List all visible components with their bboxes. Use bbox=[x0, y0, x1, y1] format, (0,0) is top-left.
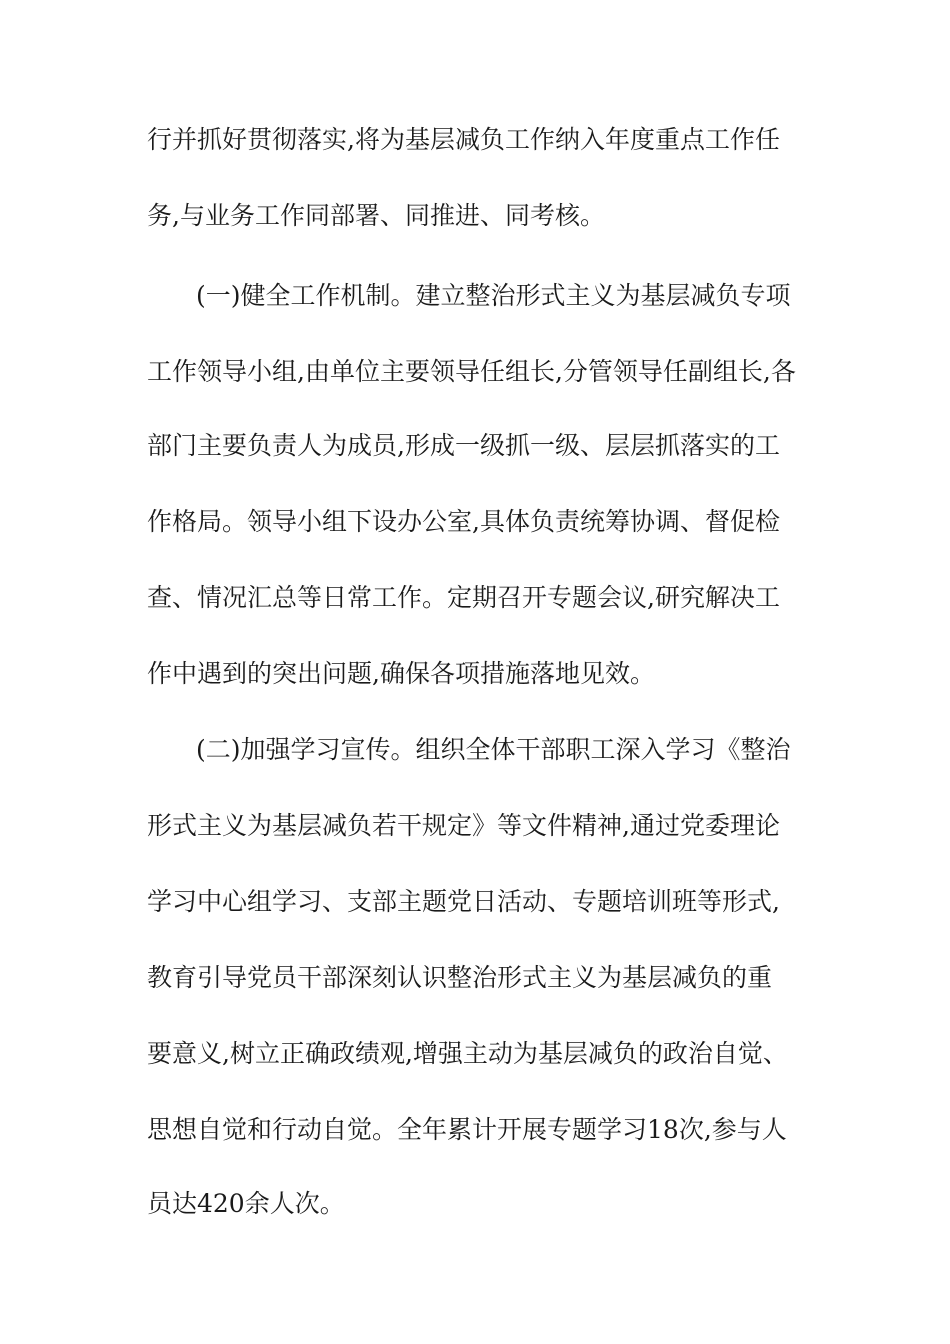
paragraph-heading-line: (一)健全工作机制。建立整治形式主义为基层减负专项 bbox=[196, 281, 791, 310]
text-line: 学习中心组学习、支部主题党日活动、专题培训班等形式, bbox=[147, 887, 780, 916]
text-line: 工作领导小组,由单位主要领导任组长,分管领导任副组长,各 bbox=[147, 357, 796, 386]
text-line: 作中遇到的突出问题,确保各项措施落地见效。 bbox=[147, 659, 655, 688]
text-line: 教育引导党员干部深刻认识整治形式主义为基层减负的重 bbox=[147, 963, 773, 992]
text-line: 务,与业务工作同部署、同推进、同考核。 bbox=[147, 201, 605, 230]
text-line: 部门主要负责人为成员,形成一级抓一级、层层抓落实的工 bbox=[147, 431, 780, 460]
text-line: 思想自觉和行动自觉。全年累计开展专题学习18次,参与人 bbox=[147, 1115, 787, 1144]
text-line: 查、情况汇总等日常工作。定期召开专题会议,研究解决工 bbox=[147, 583, 780, 612]
text-line: 要意义,树立正确政绩观,增强主动为基层减负的政治自觉、 bbox=[147, 1039, 788, 1068]
text-line: 员达420余人次。 bbox=[147, 1189, 345, 1218]
paragraph-heading-line: (二)加强学习宣传。组织全体干部职工深入学习《整治 bbox=[196, 735, 791, 764]
text-line: 作格局。领导小组下设办公室,具体负责统筹协调、督促检 bbox=[147, 507, 780, 536]
text-line: 行并抓好贯彻落实,将为基层减负工作纳入年度重点工作任 bbox=[147, 125, 780, 154]
text-line: 形式主义为基层减负若干规定》等文件精神,通过党委理论 bbox=[147, 811, 780, 840]
